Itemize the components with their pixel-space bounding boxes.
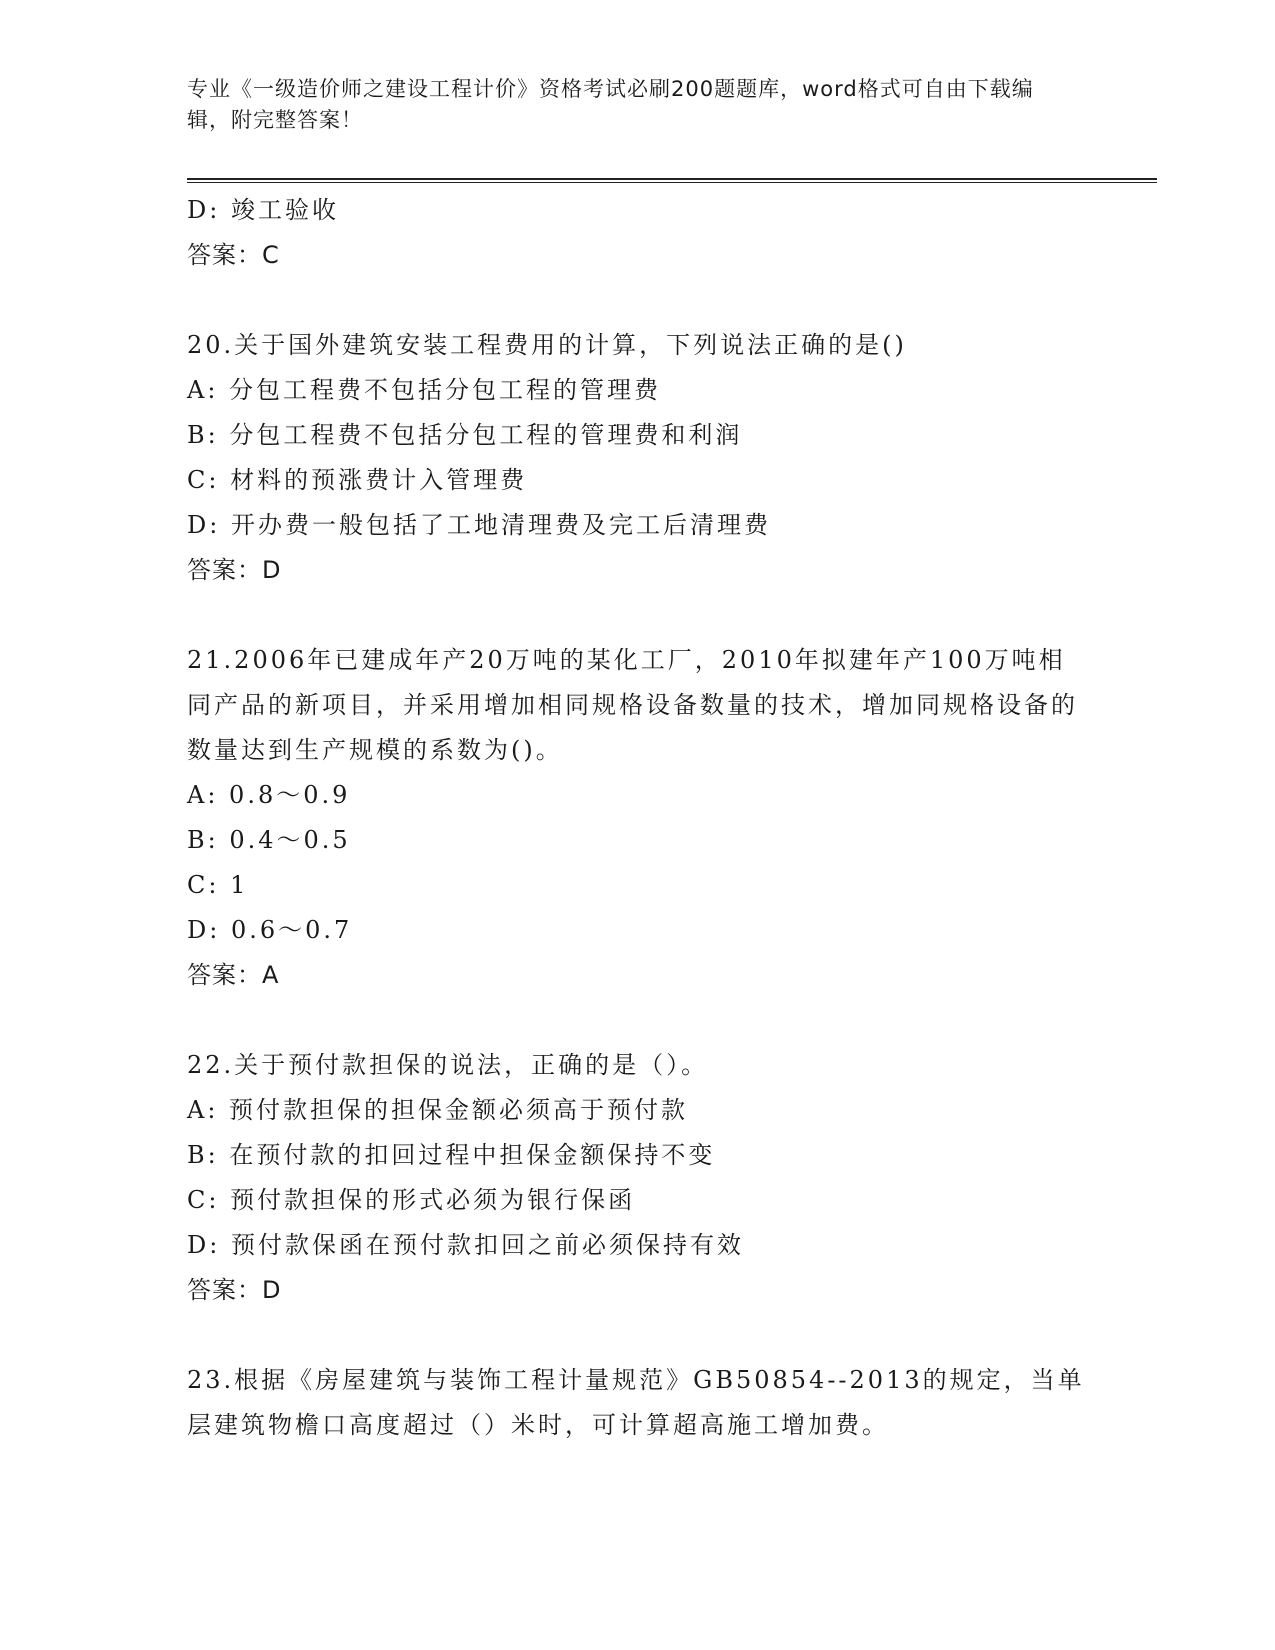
header-divider	[187, 178, 1157, 180]
question-22	[187, 1043, 1087, 1313]
option-d: D: 0.6～0.7	[187, 916, 353, 944]
option-c: C: 1	[187, 871, 249, 899]
header-divider-thin	[187, 182, 1157, 183]
question-list	[187, 188, 1087, 1448]
option-c: C: 材料的预涨费计入管理费	[187, 466, 528, 494]
option-b: B: 在预付款的扣回过程中担保金额保持不变	[187, 1141, 716, 1169]
question-stem: 22.关于预付款担保的说法，正确的是（）。	[187, 1051, 709, 1079]
question-stem: 21.2006年已建成年产20万吨的某化工厂，2010年拟建年产100万吨相同产品的新项目，并采用增加相同规格设备数量的技术，增加同规格设备的数量达到生产规模的系数为()。	[187, 646, 1078, 764]
prev-option-d: D: 竣工验收	[187, 196, 339, 224]
question-23	[187, 1358, 1087, 1448]
option-d: D: 开办费一般包括了工地清理费及完工后清理费	[187, 511, 771, 539]
option-b: B: 分包工程费不包括分包工程的管理费和利润	[187, 421, 743, 449]
option-a: A: 分包工程费不包括分包工程的管理费	[187, 376, 662, 404]
document-header: 专业《一级造价师之建设工程计价》资格考试必刷200题题库，word格式可自由下载编辑，附完整答案！	[187, 77, 1034, 132]
prev-answer: 答案：C	[187, 241, 280, 269]
option-c: C: 预付款担保的形式必须为银行保函	[187, 1186, 636, 1214]
question-stem: 20.关于国外建筑安装工程费用的计算，下列说法正确的是()	[187, 331, 907, 359]
answer: 答案：A	[187, 961, 280, 989]
question-stem: 23.根据《房屋建筑与装饰工程计量规范》GB50854--2013的规定，当单层建筑物檐口高度超过（）米时，可计算超高施工增加费。	[187, 1366, 1085, 1439]
answer: 答案：D	[187, 1276, 282, 1304]
option-d: D: 预付款保函在预付款扣回之前必须保持有效	[187, 1231, 744, 1259]
option-a: A: 预付款担保的担保金额必须高于预付款	[187, 1096, 689, 1124]
question-21	[187, 638, 1087, 998]
option-a: A: 0.8～0.9	[187, 781, 351, 809]
question-20	[187, 323, 1087, 593]
option-b: B: 0.4～0.5	[187, 826, 351, 854]
answer: 答案：D	[187, 556, 282, 584]
